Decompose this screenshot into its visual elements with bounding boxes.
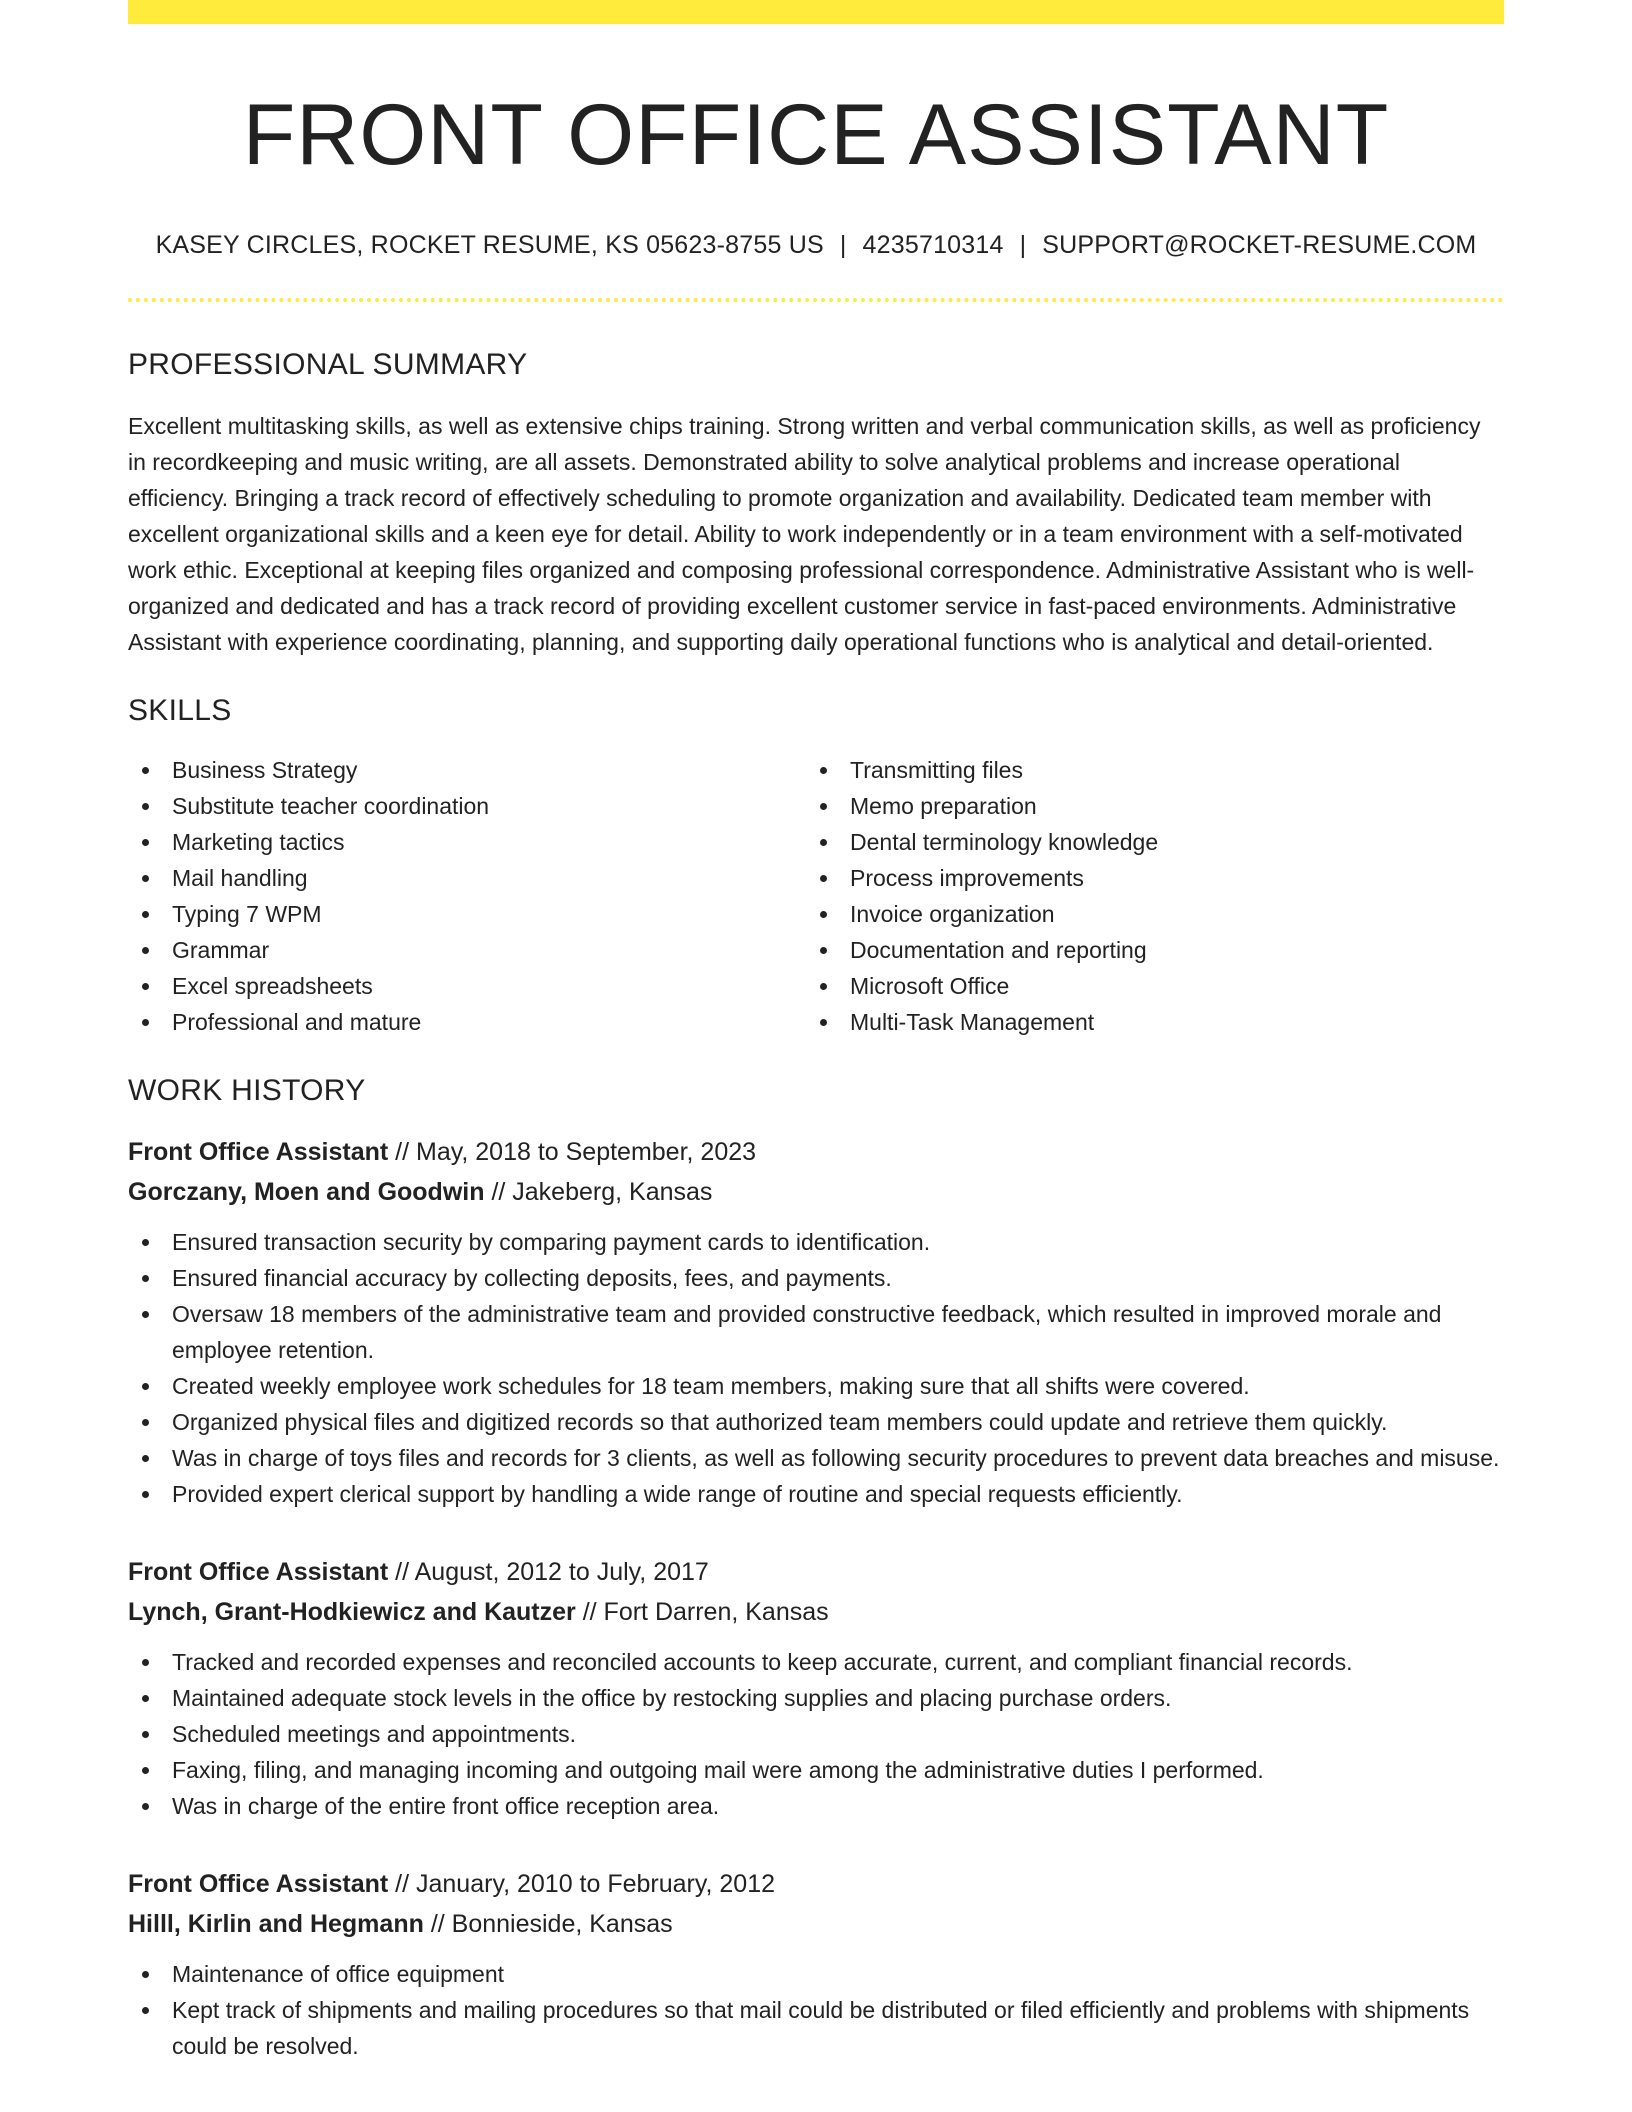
contact-separator: | [839, 231, 847, 260]
contact-phone: 4235710314 [862, 231, 1004, 260]
skills-grid [128, 752, 1504, 1040]
job-location: // Fort Darren, Kansas [575, 1598, 829, 1627]
work-history-heading: WORK HISTORY [128, 1074, 366, 1108]
job-location: // Jakeberg, Kansas [484, 1178, 713, 1207]
skill-item: Process improvements [850, 860, 1484, 896]
contact-separator: | [1019, 231, 1027, 260]
job-entry [128, 1864, 1504, 2064]
skill-item: Typing 7 WPM [172, 896, 806, 932]
skills-column-right [806, 752, 1484, 1040]
job-title-line [128, 1552, 1504, 1592]
skills-column-left [128, 752, 806, 1040]
skill-item: Substitute teacher coordination [172, 788, 806, 824]
job-title: Front Office Assistant [128, 1138, 389, 1167]
skill-item: Marketing tactics [172, 824, 806, 860]
job-dates: // August, 2012 to July, 2017 [388, 1558, 709, 1587]
job-bullet: Organized physical files and digitized records so that authorized team members could update and retrieve them quickly. [172, 1404, 1504, 1440]
job-bullets [128, 1644, 1504, 1824]
skill-item: Excel spreadsheets [172, 968, 806, 1004]
skill-item: Memo preparation [850, 788, 1484, 824]
job-bullet: Maintenance of office equipment [172, 1956, 1504, 1992]
job-company-line [128, 1172, 1504, 1212]
job-location: // Bonnieside, Kansas [423, 1910, 673, 1939]
skill-item: Dental terminology knowledge [850, 824, 1484, 860]
skill-item: Invoice organization [850, 896, 1484, 932]
resume-page [128, 0, 1504, 2064]
job-entry [128, 1552, 1504, 1824]
skill-item: Grammar [172, 932, 806, 968]
job-company: Hilll, Kirlin and Hegmann [128, 1910, 424, 1939]
skills-heading: SKILLS [128, 694, 232, 728]
contact-email: SUPPORT@ROCKET-RESUME.COM [1042, 231, 1477, 260]
skill-item: Transmitting files [850, 752, 1484, 788]
job-dates: // May, 2018 to September, 2023 [388, 1138, 757, 1167]
top-accent-bar [128, 0, 1504, 24]
job-bullet: Ensured financial accuracy by collecting deposits, fees, and payments. [172, 1260, 1504, 1296]
job-bullet: Tracked and recorded expenses and reconciled accounts to keep accurate, current, and compliant financial records. [172, 1644, 1504, 1680]
job-dates: // January, 2010 to February, 2012 [388, 1870, 776, 1899]
job-bullet: Ensured transaction security by comparing payment cards to identification. [172, 1224, 1504, 1260]
job-bullet: Maintained adequate stock levels in the office by restocking supplies and placing purchase orders. [172, 1680, 1504, 1716]
resume-title: FRONT OFFICE ASSISTANT [242, 87, 1390, 183]
job-title-line [128, 1864, 1504, 1904]
contact-info [128, 231, 1504, 260]
skill-item: Mail handling [172, 860, 806, 896]
job-bullet: Was in charge of the entire front office reception area. [172, 1788, 1504, 1824]
skill-item: Documentation and reporting [850, 932, 1484, 968]
skill-item: Microsoft Office [850, 968, 1484, 1004]
job-bullets [128, 1956, 1504, 2064]
job-company-line [128, 1592, 1504, 1632]
job-company-line [128, 1904, 1504, 1944]
job-bullet: Kept track of shipments and mailing procedures so that mail could be distributed or filed efficiently and problems with shipments could be resolved. [172, 1992, 1504, 2064]
contact-address: KASEY CIRCLES, ROCKET RESUME, KS 05623-8755 US [155, 231, 824, 260]
skill-item: Business Strategy [172, 752, 806, 788]
job-entry [128, 1132, 1504, 1512]
skill-item: Professional and mature [172, 1004, 806, 1040]
job-bullet: Faxing, filing, and managing incoming and outgoing mail were among the administrative duties I performed. [172, 1752, 1504, 1788]
header-divider [128, 298, 1504, 302]
job-title: Front Office Assistant [128, 1870, 389, 1899]
summary-heading: PROFESSIONAL SUMMARY [128, 348, 528, 382]
summary-text: Excellent multitasking skills, as well as extensive chips training. Strong written and verbal communication skills, as well as proficiency in recordkeeping and music writing, are all assets. Demonstrated ability to solve analytical problems and increase operational efficiency. Bringing a track record of effectively scheduling to promote organization and availability. Dedicated team member with excellent organizational skills and a keen eye for detail. Ability to work independently or in a team environment with a self-motivated work ethic. Exceptional at keeping files organized and composing professional correspondence. Administrative Assistant who is well-organized and dedicated and has a track record of providing excellent customer service in fast-paced environments. Administrative Assistant with experience coordinating, planning, and supporting daily operational functions who is analytical and detail-oriented. [128, 413, 1481, 656]
job-bullet: Provided expert clerical support by handling a wide range of routine and special requests efficiently. [172, 1476, 1504, 1512]
job-title-line [128, 1132, 1504, 1172]
job-company: Lynch, Grant-Hodkiewicz and Kautzer [128, 1598, 576, 1627]
job-bullet: Created weekly employee work schedules for 18 team members, making sure that all shifts were covered. [172, 1368, 1504, 1404]
job-company: Gorczany, Moen and Goodwin [128, 1178, 485, 1207]
job-bullet: Scheduled meetings and appointments. [172, 1716, 1504, 1752]
job-title: Front Office Assistant [128, 1558, 389, 1587]
job-bullets [128, 1224, 1504, 1512]
job-bullet: Oversaw 18 members of the administrative team and provided constructive feedback, which resulted in improved morale and employee retention. [172, 1296, 1504, 1368]
skill-item: Multi-Task Management [850, 1004, 1484, 1040]
job-bullet: Was in charge of toys files and records for 3 clients, as well as following security procedures to prevent data breaches and misuse. [172, 1440, 1504, 1476]
